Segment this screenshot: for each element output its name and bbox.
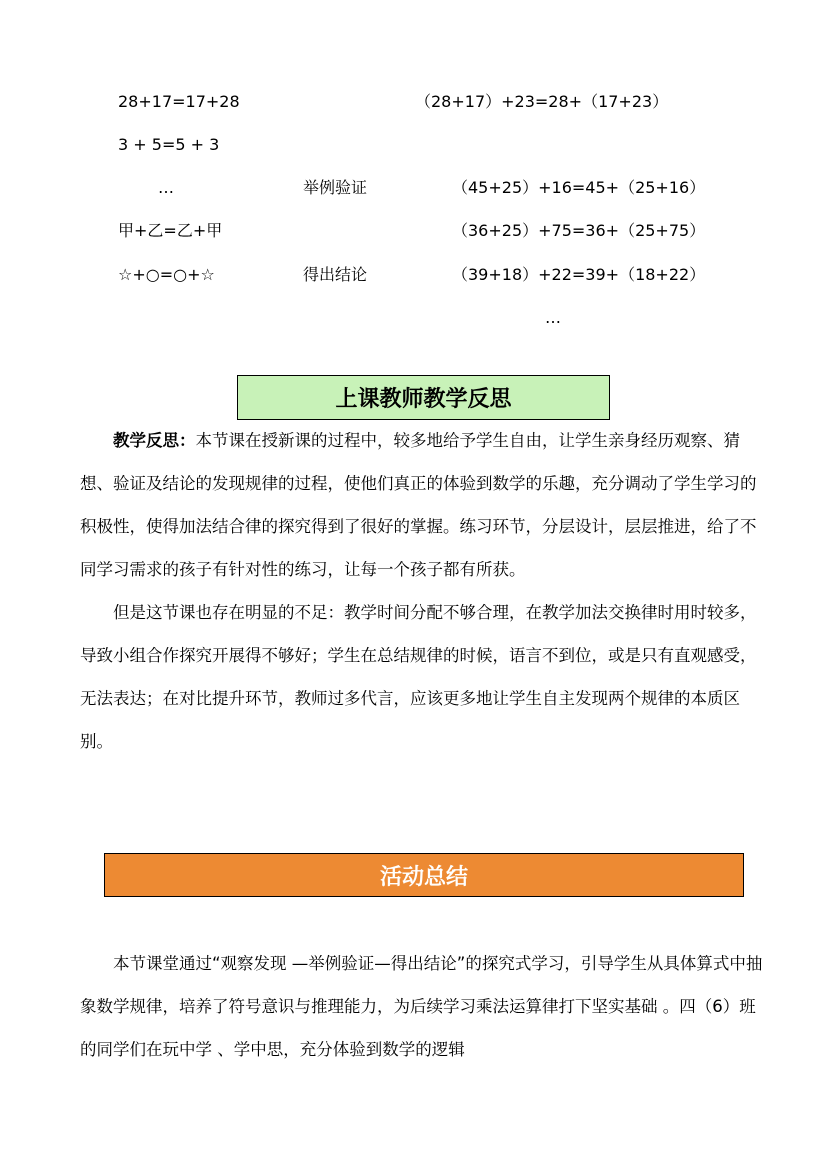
equation-associative-4: （39+18）+22=39+（18+22） [452, 265, 706, 284]
equation-commutative-2: 3 + 5=5 + 3 [118, 135, 220, 154]
reflection-lead: 教学反思： [113, 431, 196, 450]
summary-heading: 活动总结 [104, 853, 744, 897]
equation-ellipsis: … [158, 178, 174, 197]
equation-associative-1: （28+17）+23=28+（17+23） [415, 92, 669, 111]
equation-associative-2: （45+25）+16=45+（25+16） [452, 178, 706, 197]
equation-ellipsis-2: … [545, 308, 561, 327]
summary-body [80, 942, 770, 1071]
reflection-paragraph-1: 教学反思：本节课在授新课的过程中，较多地给予学生自由，让学生亲身经历观察、猜想、验证及结论的发现规律的过程，使他们真正的体验到数学的乐趣，充分调动了学生学习的积极性，使得加法结合律的探究得到了很好的掌握。练习环节，分层设计，层层推进，给了不同学习需求的孩子有针对性的练习，让每一个孩子都有所获。 [80, 431, 757, 579]
reflection-body [80, 419, 770, 763]
label-conclusion: 得出结论 [303, 265, 368, 284]
summary-paragraph-1: 本节课堂通过“观察发现 —举例验证—得出结论”的探究式学习，引导学生从具体算式中抽象数学规律，培养了符号意识与推理能力，为后续学习乘法运算律打下坚实基础 。四（6）班的同学们在玩中学 、学中思，充分体验到数学的逻辑 [80, 954, 763, 1059]
equation-associative-3: （36+25）+75=36+（25+75） [452, 221, 706, 240]
reflection-paragraph-2: 但是这节课也存在明显的不足：教学时间分配不够合理，在教学加法交换律时用时较多，导致小组合作探究开展得不够好；学生在总结规律的时候，语言不到位，或是只有直观感受，无法表达；在对比提升环节，教师过多代言，应该更多地让学生自主发现两个规律的本质区别。 [80, 603, 757, 751]
equation-commutative-1: 28+17=17+28 [118, 92, 240, 111]
label-example-verify: 举例验证 [303, 178, 368, 197]
equation-commutative-3: 甲+乙=乙+甲 [118, 221, 223, 240]
equation-commutative-4: ☆+○=○+☆ [118, 265, 215, 284]
reflection-heading: 上课教师教学反思 [237, 375, 610, 420]
